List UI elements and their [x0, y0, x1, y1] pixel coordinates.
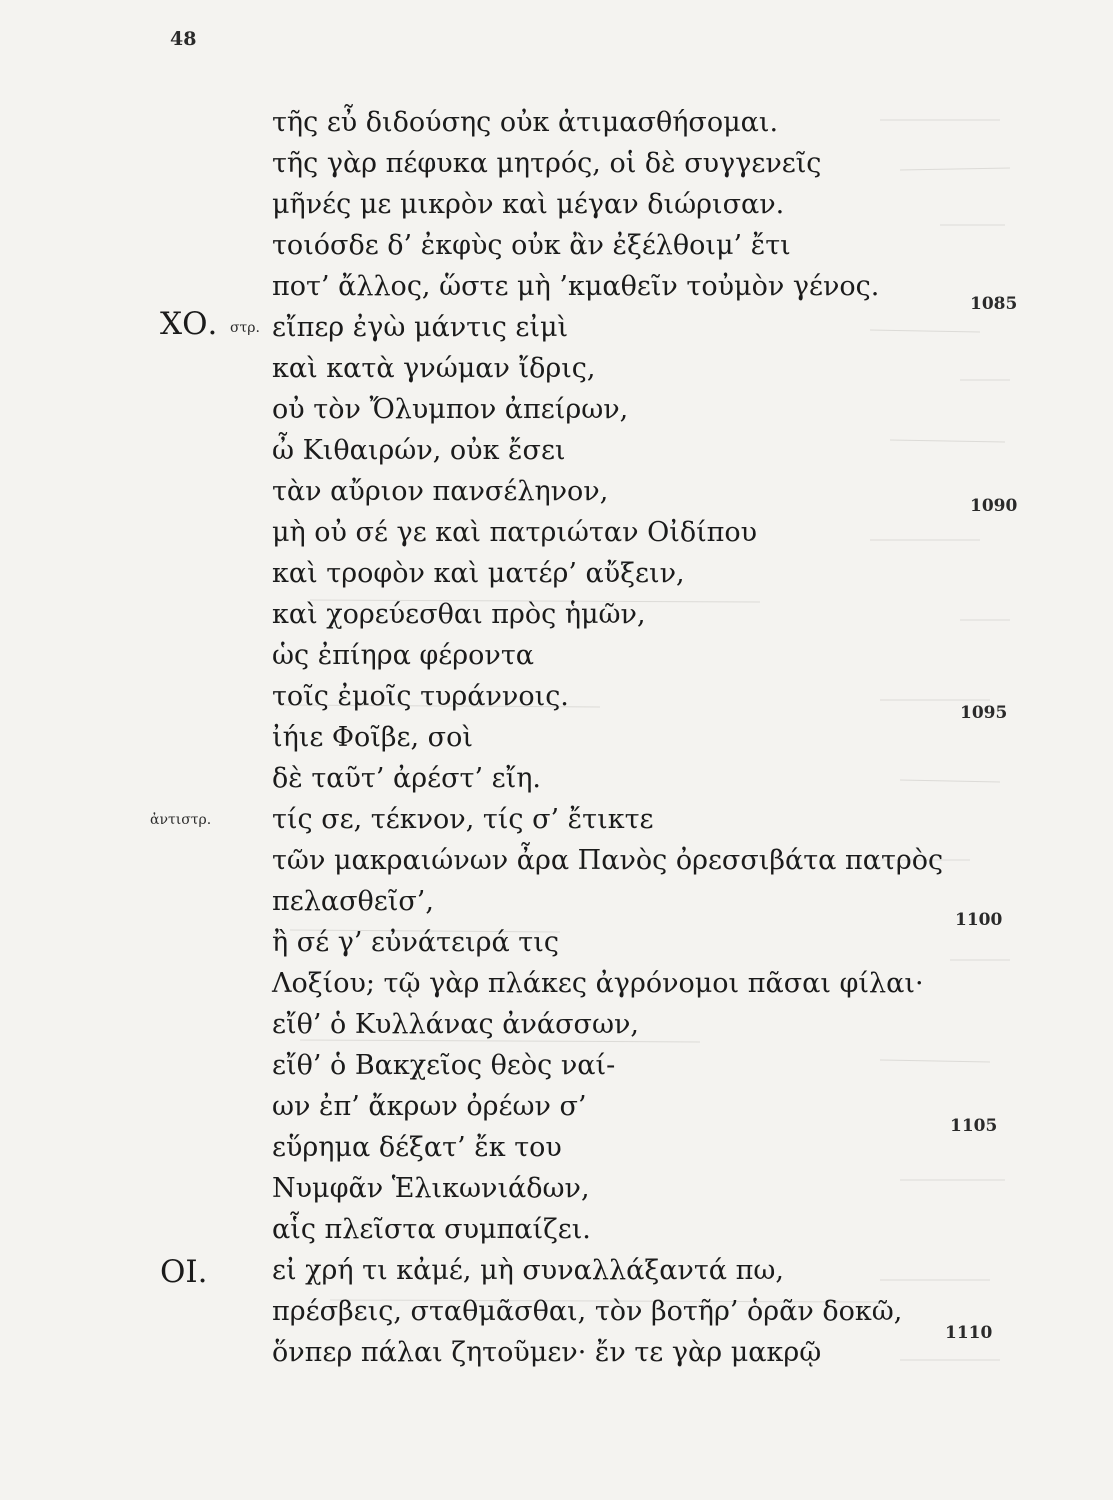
verse-line: ὡς ἐπίηρα φέροντα [272, 640, 535, 671]
line-number: 1105 [950, 1116, 998, 1136]
verse-line: πρέσβεις, σταθμᾶσθαι, τὸν βοτῆρ’ ὁρᾶν δοκῶ, [272, 1296, 903, 1327]
line-number: 1110 [945, 1323, 993, 1343]
verse-line: τὰν αὔριον πανσέληνον, [272, 476, 609, 507]
verse-line: εἴθ’ ὁ Κυλλάνας ἀνάσσων, [272, 1009, 639, 1040]
verse-line: μῆνές με μικρὸν καὶ μέγαν διώρισαν. [272, 189, 785, 220]
line-number: 1095 [960, 703, 1008, 723]
verse-line: εἴθ’ ὁ Βακχεῖος θεὸς ναί- [272, 1050, 616, 1081]
verse-line: Λοξίου; τῷ γὰρ πλάκες ἀγρόνομοι πᾶσαι φίλαι· [272, 968, 924, 999]
antistrophe-marker: ἀντιστρ. [150, 812, 212, 828]
verse-line: καὶ κατὰ γνώμαν ἴδρις, [272, 353, 596, 384]
verse-line: ὦ Κιθαιρών, οὐκ ἔσει [272, 435, 566, 466]
verse-line: τοιόσδε δ’ ἐκφὺς οὐκ ἂν ἐξέλθοιμ’ ἔτι [272, 230, 791, 261]
verse-line: εἰ χρή τι κἀμέ, μὴ συναλλάξαντά πω, [272, 1255, 784, 1286]
strophe-marker: στρ. [230, 320, 260, 336]
verse-line: οὐ τὸν Ὄλυμπον ἀπείρων, [272, 394, 629, 425]
verse-line: τῶν μακραιώνων ἆρα Πανὸς ὀρεσσιβάτα πατρὸς [272, 845, 944, 876]
speaker-label-oedipus: ΟΙ. [160, 1254, 208, 1290]
verse-line: τῆς γὰρ πέφυκα μητρός, οἱ δὲ συγγενεῖς [272, 148, 822, 179]
speaker-label-chorus: ΧΟ. [160, 306, 218, 342]
verse-line: καὶ τροφὸν καὶ ματέρ’ αὔξειν, [272, 558, 685, 589]
verse-line: εὕρημα δέξατ’ ἔκ του [272, 1132, 562, 1163]
verse-line: τοῖς ἐμοῖς τυράννοις. [272, 681, 569, 712]
verse-line: αἷς πλεῖστα συμπαίζει. [272, 1214, 591, 1245]
verse-line: ων ἐπ’ ἄκρων ὀρέων σ’ [272, 1091, 587, 1122]
verse-line: δὲ ταῦτ’ ἀρέστ’ εἴη. [272, 763, 541, 794]
verse-line: Νυμφᾶν Ἑλικωνιάδων, [272, 1173, 590, 1204]
verse-line: τῆς εὖ διδούσης οὐκ ἀτιμασθήσομαι. [272, 107, 779, 138]
verse-line: ἢ σέ γ’ εὐνάτειρά τις [272, 927, 559, 958]
verse-line: τίς σε, τέκνον, τίς σ’ ἔτικτε [272, 804, 654, 835]
line-number: 1085 [970, 294, 1018, 314]
verse-line: ποτ’ ἄλλος, ὥστε μὴ ’κμαθεῖν τοὐμὸν γένος. [272, 271, 880, 302]
verse-line: καὶ χορεύεσθαι πρὸς ἡμῶν, [272, 599, 646, 630]
verse-line: μὴ οὐ σέ γε καὶ πατριώταν Οἰδίπου [272, 517, 758, 548]
line-number: 1090 [970, 496, 1018, 516]
verse-line: εἴπερ ἐγὼ μάντις εἰμὶ [272, 312, 569, 343]
verse-line: ὅνπερ πάλαι ζητοῦμεν· ἔν τε γὰρ μακρῷ [272, 1337, 822, 1368]
page-number: 48 [170, 28, 197, 50]
line-number: 1100 [955, 910, 1003, 930]
verse-line: ἰήιε Φοῖβε, σοὶ [272, 722, 473, 753]
verse-line: πελασθεῖσ’, [272, 886, 434, 917]
